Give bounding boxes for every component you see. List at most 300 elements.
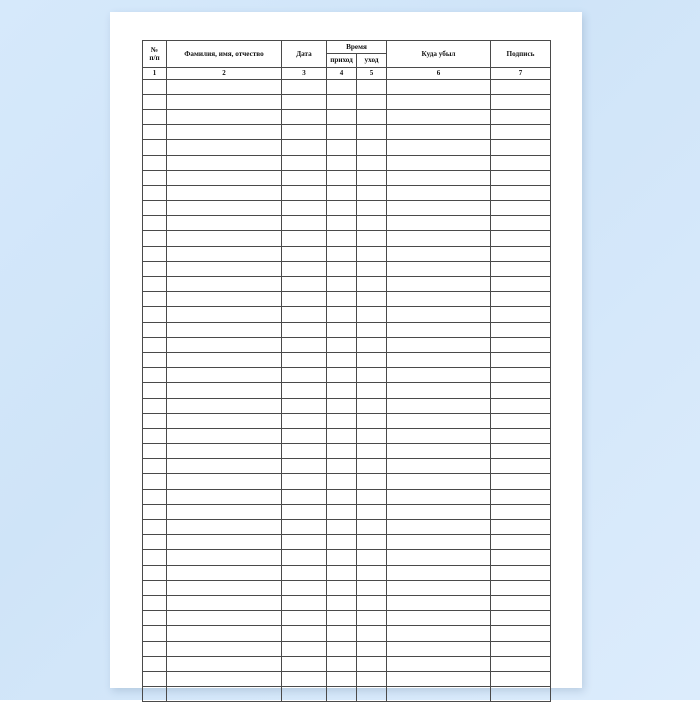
table-cell[interactable]: [387, 687, 491, 702]
table-cell[interactable]: [357, 261, 387, 276]
table-cell[interactable]: [357, 231, 387, 246]
table-row[interactable]: [143, 550, 551, 565]
table-cell[interactable]: [491, 277, 551, 292]
table-row[interactable]: [143, 231, 551, 246]
table-cell[interactable]: [327, 687, 357, 702]
table-cell[interactable]: [491, 155, 551, 170]
table-cell[interactable]: [491, 398, 551, 413]
table-cell[interactable]: [282, 201, 327, 216]
table-cell[interactable]: [357, 292, 387, 307]
table-cell[interactable]: [167, 109, 282, 124]
table-cell[interactable]: [327, 520, 357, 535]
table-cell[interactable]: [167, 277, 282, 292]
table-cell[interactable]: [327, 231, 357, 246]
table-cell[interactable]: [282, 413, 327, 428]
table-cell[interactable]: [327, 216, 357, 231]
table-cell[interactable]: [491, 185, 551, 200]
table-cell[interactable]: [357, 383, 387, 398]
table-cell[interactable]: [387, 307, 491, 322]
table-cell[interactable]: [282, 580, 327, 595]
table-row[interactable]: [143, 611, 551, 626]
table-row[interactable]: [143, 474, 551, 489]
table-cell[interactable]: [143, 413, 167, 428]
table-cell[interactable]: [327, 322, 357, 337]
table-cell[interactable]: [327, 337, 357, 352]
table-row[interactable]: [143, 504, 551, 519]
table-cell[interactable]: [357, 337, 387, 352]
table-cell[interactable]: [387, 292, 491, 307]
table-cell[interactable]: [491, 383, 551, 398]
table-cell[interactable]: [491, 307, 551, 322]
table-cell[interactable]: [491, 459, 551, 474]
table-cell[interactable]: [327, 535, 357, 550]
table-cell[interactable]: [387, 170, 491, 185]
table-row[interactable]: [143, 140, 551, 155]
table-row[interactable]: [143, 368, 551, 383]
table-cell[interactable]: [491, 261, 551, 276]
table-cell[interactable]: [387, 261, 491, 276]
table-cell[interactable]: [491, 626, 551, 641]
table-cell[interactable]: [167, 489, 282, 504]
table-cell[interactable]: [282, 109, 327, 124]
table-row[interactable]: [143, 428, 551, 443]
table-cell[interactable]: [491, 611, 551, 626]
table-cell[interactable]: [327, 94, 357, 109]
table-cell[interactable]: [387, 535, 491, 550]
table-cell[interactable]: [327, 185, 357, 200]
table-row[interactable]: [143, 109, 551, 124]
table-cell[interactable]: [491, 428, 551, 443]
table-cell[interactable]: [327, 413, 357, 428]
table-cell[interactable]: [357, 277, 387, 292]
table-cell[interactable]: [387, 428, 491, 443]
table-cell[interactable]: [282, 185, 327, 200]
table-cell[interactable]: [327, 79, 357, 94]
table-cell[interactable]: [167, 459, 282, 474]
table-cell[interactable]: [282, 687, 327, 702]
table-cell[interactable]: [143, 550, 167, 565]
table-row[interactable]: [143, 580, 551, 595]
table-cell[interactable]: [282, 307, 327, 322]
table-row[interactable]: [143, 292, 551, 307]
table-cell[interactable]: [167, 79, 282, 94]
table-cell[interactable]: [143, 261, 167, 276]
table-row[interactable]: [143, 595, 551, 610]
table-cell[interactable]: [327, 292, 357, 307]
table-cell[interactable]: [167, 368, 282, 383]
table-cell[interactable]: [143, 94, 167, 109]
table-cell[interactable]: [143, 504, 167, 519]
table-cell[interactable]: [282, 550, 327, 565]
table-cell[interactable]: [143, 185, 167, 200]
table-cell[interactable]: [327, 489, 357, 504]
table-cell[interactable]: [357, 504, 387, 519]
table-cell[interactable]: [387, 246, 491, 261]
table-cell[interactable]: [282, 155, 327, 170]
table-cell[interactable]: [491, 656, 551, 671]
table-cell[interactable]: [282, 489, 327, 504]
table-cell[interactable]: [491, 565, 551, 580]
table-cell[interactable]: [282, 671, 327, 686]
table-cell[interactable]: [282, 368, 327, 383]
table-cell[interactable]: [491, 140, 551, 155]
table-cell[interactable]: [357, 307, 387, 322]
table-cell[interactable]: [143, 687, 167, 702]
table-cell[interactable]: [327, 565, 357, 580]
table-cell[interactable]: [357, 368, 387, 383]
table-cell[interactable]: [387, 337, 491, 352]
table-cell[interactable]: [143, 383, 167, 398]
table-cell[interactable]: [167, 656, 282, 671]
table-cell[interactable]: [491, 474, 551, 489]
table-cell[interactable]: [282, 292, 327, 307]
table-cell[interactable]: [282, 459, 327, 474]
table-cell[interactable]: [282, 79, 327, 94]
table-cell[interactable]: [282, 444, 327, 459]
table-cell[interactable]: [357, 398, 387, 413]
table-row[interactable]: [143, 201, 551, 216]
table-cell[interactable]: [167, 337, 282, 352]
table-row[interactable]: [143, 535, 551, 550]
table-cell[interactable]: [387, 626, 491, 641]
table-cell[interactable]: [143, 459, 167, 474]
table-cell[interactable]: [167, 413, 282, 428]
table-cell[interactable]: [327, 444, 357, 459]
table-cell[interactable]: [167, 125, 282, 140]
table-cell[interactable]: [167, 626, 282, 641]
table-cell[interactable]: [167, 383, 282, 398]
table-cell[interactable]: [327, 641, 357, 656]
table-cell[interactable]: [167, 641, 282, 656]
table-cell[interactable]: [143, 595, 167, 610]
table-cell[interactable]: [327, 383, 357, 398]
table-cell[interactable]: [143, 201, 167, 216]
table-cell[interactable]: [282, 656, 327, 671]
table-cell[interactable]: [387, 595, 491, 610]
table-cell[interactable]: [282, 170, 327, 185]
table-cell[interactable]: [327, 595, 357, 610]
table-cell[interactable]: [387, 489, 491, 504]
table-cell[interactable]: [357, 687, 387, 702]
table-cell[interactable]: [491, 687, 551, 702]
table-cell[interactable]: [491, 504, 551, 519]
table-cell[interactable]: [357, 155, 387, 170]
table-cell[interactable]: [167, 231, 282, 246]
table-cell[interactable]: [167, 474, 282, 489]
table-cell[interactable]: [282, 261, 327, 276]
table-cell[interactable]: [143, 307, 167, 322]
table-cell[interactable]: [282, 277, 327, 292]
table-cell[interactable]: [387, 671, 491, 686]
table-cell[interactable]: [143, 489, 167, 504]
table-cell[interactable]: [387, 413, 491, 428]
table-cell[interactable]: [387, 216, 491, 231]
table-cell[interactable]: [282, 231, 327, 246]
table-cell[interactable]: [282, 641, 327, 656]
table-cell[interactable]: [357, 656, 387, 671]
table-cell[interactable]: [167, 565, 282, 580]
table-cell[interactable]: [357, 459, 387, 474]
table-cell[interactable]: [282, 595, 327, 610]
table-cell[interactable]: [167, 216, 282, 231]
table-cell[interactable]: [143, 641, 167, 656]
table-row[interactable]: [143, 489, 551, 504]
table-row[interactable]: [143, 155, 551, 170]
table-row[interactable]: [143, 383, 551, 398]
table-row[interactable]: [143, 656, 551, 671]
table-cell[interactable]: [491, 535, 551, 550]
table-cell[interactable]: [357, 246, 387, 261]
table-cell[interactable]: [167, 550, 282, 565]
table-cell[interactable]: [387, 94, 491, 109]
table-cell[interactable]: [357, 170, 387, 185]
table-cell[interactable]: [282, 520, 327, 535]
table-cell[interactable]: [357, 428, 387, 443]
table-cell[interactable]: [327, 261, 357, 276]
table-cell[interactable]: [143, 398, 167, 413]
table-cell[interactable]: [327, 671, 357, 686]
table-row[interactable]: [143, 459, 551, 474]
table-cell[interactable]: [143, 428, 167, 443]
table-cell[interactable]: [357, 322, 387, 337]
table-row[interactable]: [143, 641, 551, 656]
table-row[interactable]: [143, 352, 551, 367]
table-row[interactable]: [143, 322, 551, 337]
table-cell[interactable]: [491, 292, 551, 307]
table-cell[interactable]: [143, 565, 167, 580]
table-cell[interactable]: [387, 383, 491, 398]
table-cell[interactable]: [282, 246, 327, 261]
table-cell[interactable]: [167, 246, 282, 261]
table-cell[interactable]: [387, 125, 491, 140]
table-cell[interactable]: [143, 170, 167, 185]
table-cell[interactable]: [327, 277, 357, 292]
table-cell[interactable]: [387, 656, 491, 671]
table-row[interactable]: [143, 671, 551, 686]
table-cell[interactable]: [327, 504, 357, 519]
table-cell[interactable]: [387, 550, 491, 565]
table-cell[interactable]: [143, 656, 167, 671]
table-cell[interactable]: [491, 671, 551, 686]
table-cell[interactable]: [143, 155, 167, 170]
table-cell[interactable]: [491, 201, 551, 216]
table-cell[interactable]: [491, 641, 551, 656]
table-cell[interactable]: [282, 565, 327, 580]
table-cell[interactable]: [357, 125, 387, 140]
table-cell[interactable]: [167, 170, 282, 185]
table-cell[interactable]: [387, 109, 491, 124]
table-cell[interactable]: [327, 109, 357, 124]
table-cell[interactable]: [327, 474, 357, 489]
table-cell[interactable]: [387, 322, 491, 337]
table-row[interactable]: [143, 626, 551, 641]
table-cell[interactable]: [143, 125, 167, 140]
table-cell[interactable]: [491, 322, 551, 337]
table-row[interactable]: [143, 337, 551, 352]
table-cell[interactable]: [282, 337, 327, 352]
table-cell[interactable]: [357, 185, 387, 200]
table-cell[interactable]: [491, 231, 551, 246]
table-cell[interactable]: [167, 595, 282, 610]
table-cell[interactable]: [167, 504, 282, 519]
table-cell[interactable]: [491, 444, 551, 459]
table-cell[interactable]: [357, 489, 387, 504]
table-cell[interactable]: [387, 155, 491, 170]
table-cell[interactable]: [282, 383, 327, 398]
table-cell[interactable]: [167, 155, 282, 170]
table-cell[interactable]: [167, 261, 282, 276]
table-row[interactable]: [143, 413, 551, 428]
table-cell[interactable]: [167, 671, 282, 686]
table-row[interactable]: [143, 261, 551, 276]
table-cell[interactable]: [491, 79, 551, 94]
table-cell[interactable]: [491, 216, 551, 231]
table-cell[interactable]: [491, 368, 551, 383]
table-cell[interactable]: [491, 337, 551, 352]
table-cell[interactable]: [327, 201, 357, 216]
table-cell[interactable]: [282, 474, 327, 489]
table-cell[interactable]: [387, 641, 491, 656]
table-cell[interactable]: [327, 550, 357, 565]
table-cell[interactable]: [357, 641, 387, 656]
table-cell[interactable]: [167, 611, 282, 626]
table-cell[interactable]: [143, 580, 167, 595]
table-row[interactable]: [143, 565, 551, 580]
table-cell[interactable]: [282, 94, 327, 109]
table-cell[interactable]: [282, 125, 327, 140]
table-cell[interactable]: [357, 140, 387, 155]
table-cell[interactable]: [387, 352, 491, 367]
table-cell[interactable]: [143, 520, 167, 535]
table-row[interactable]: [143, 687, 551, 702]
table-cell[interactable]: [167, 307, 282, 322]
table-cell[interactable]: [357, 201, 387, 216]
table-cell[interactable]: [357, 580, 387, 595]
table-cell[interactable]: [357, 535, 387, 550]
table-cell[interactable]: [387, 185, 491, 200]
table-cell[interactable]: [143, 671, 167, 686]
table-cell[interactable]: [167, 535, 282, 550]
table-cell[interactable]: [143, 368, 167, 383]
table-cell[interactable]: [491, 489, 551, 504]
table-cell[interactable]: [167, 398, 282, 413]
table-cell[interactable]: [387, 277, 491, 292]
table-cell[interactable]: [387, 520, 491, 535]
table-cell[interactable]: [491, 94, 551, 109]
table-cell[interactable]: [327, 170, 357, 185]
table-cell[interactable]: [387, 79, 491, 94]
table-cell[interactable]: [491, 125, 551, 140]
table-row[interactable]: [143, 185, 551, 200]
table-cell[interactable]: [357, 626, 387, 641]
table-cell[interactable]: [282, 626, 327, 641]
table-cell[interactable]: [143, 79, 167, 94]
table-row[interactable]: [143, 170, 551, 185]
table-cell[interactable]: [491, 109, 551, 124]
table-cell[interactable]: [327, 307, 357, 322]
table-cell[interactable]: [357, 444, 387, 459]
table-row[interactable]: [143, 216, 551, 231]
table-row[interactable]: [143, 520, 551, 535]
table-cell[interactable]: [387, 140, 491, 155]
table-cell[interactable]: [282, 140, 327, 155]
table-cell[interactable]: [357, 611, 387, 626]
table-cell[interactable]: [143, 322, 167, 337]
table-cell[interactable]: [357, 520, 387, 535]
table-cell[interactable]: [327, 580, 357, 595]
table-cell[interactable]: [491, 550, 551, 565]
table-cell[interactable]: [327, 368, 357, 383]
table-cell[interactable]: [143, 246, 167, 261]
table-cell[interactable]: [387, 398, 491, 413]
table-row[interactable]: [143, 94, 551, 109]
table-cell[interactable]: [143, 140, 167, 155]
table-cell[interactable]: [327, 398, 357, 413]
table-cell[interactable]: [491, 246, 551, 261]
table-cell[interactable]: [357, 352, 387, 367]
table-cell[interactable]: [357, 474, 387, 489]
table-cell[interactable]: [357, 413, 387, 428]
table-cell[interactable]: [282, 322, 327, 337]
table-cell[interactable]: [282, 428, 327, 443]
table-cell[interactable]: [387, 565, 491, 580]
table-cell[interactable]: [167, 520, 282, 535]
table-cell[interactable]: [143, 444, 167, 459]
table-cell[interactable]: [282, 398, 327, 413]
table-row[interactable]: [143, 79, 551, 94]
table-cell[interactable]: [167, 94, 282, 109]
table-cell[interactable]: [143, 352, 167, 367]
table-cell[interactable]: [167, 185, 282, 200]
table-row[interactable]: [143, 246, 551, 261]
table-cell[interactable]: [143, 231, 167, 246]
table-cell[interactable]: [327, 459, 357, 474]
table-cell[interactable]: [387, 368, 491, 383]
table-cell[interactable]: [143, 277, 167, 292]
table-cell[interactable]: [327, 656, 357, 671]
table-cell[interactable]: [491, 580, 551, 595]
table-cell[interactable]: [327, 626, 357, 641]
table-cell[interactable]: [282, 352, 327, 367]
table-cell[interactable]: [143, 611, 167, 626]
table-cell[interactable]: [143, 109, 167, 124]
table-cell[interactable]: [143, 292, 167, 307]
table-cell[interactable]: [143, 474, 167, 489]
table-cell[interactable]: [387, 611, 491, 626]
table-cell[interactable]: [167, 428, 282, 443]
table-row[interactable]: [143, 444, 551, 459]
table-cell[interactable]: [357, 595, 387, 610]
table-cell[interactable]: [143, 535, 167, 550]
table-cell[interactable]: [357, 79, 387, 94]
table-cell[interactable]: [357, 550, 387, 565]
table-cell[interactable]: [387, 459, 491, 474]
table-cell[interactable]: [357, 565, 387, 580]
table-cell[interactable]: [282, 216, 327, 231]
table-cell[interactable]: [491, 520, 551, 535]
table-row[interactable]: [143, 125, 551, 140]
table-cell[interactable]: [387, 504, 491, 519]
table-cell[interactable]: [282, 611, 327, 626]
table-cell[interactable]: [491, 170, 551, 185]
table-cell[interactable]: [387, 444, 491, 459]
table-cell[interactable]: [167, 140, 282, 155]
table-cell[interactable]: [167, 352, 282, 367]
table-cell[interactable]: [387, 231, 491, 246]
table-cell[interactable]: [357, 671, 387, 686]
table-cell[interactable]: [167, 292, 282, 307]
table-cell[interactable]: [357, 109, 387, 124]
